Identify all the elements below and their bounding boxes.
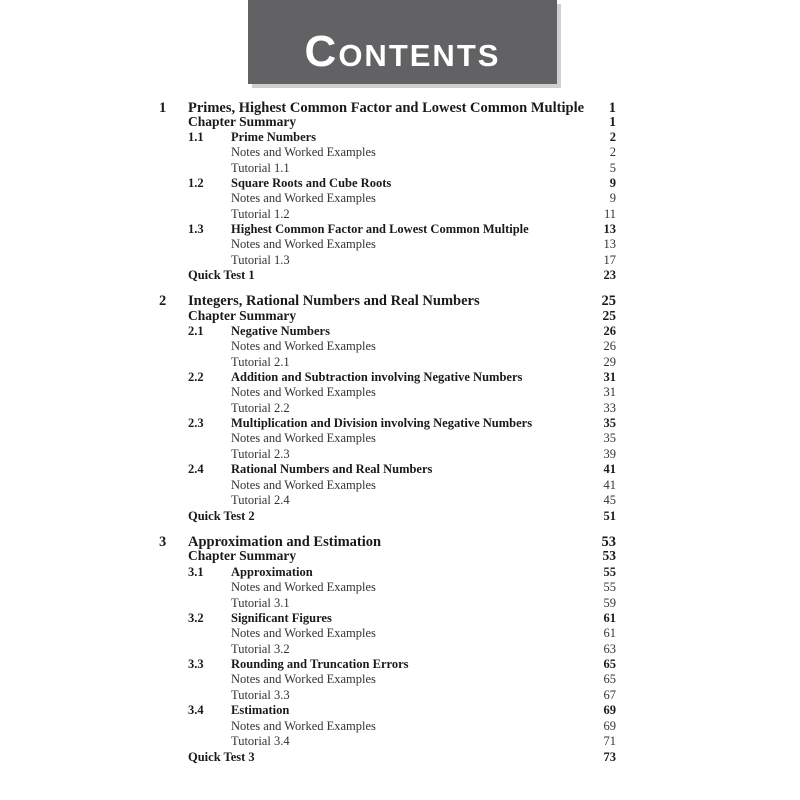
toc-page-number: 1 (608, 100, 616, 116)
toc-page-number: 31 (603, 385, 616, 399)
toc-section-row (0, 369, 800, 385)
toc-section-title: Approximation (231, 565, 313, 579)
toc-page-number: 53 (602, 548, 616, 563)
toc-page-number: 9 (609, 176, 616, 190)
toc-chapter-title: Approximation and Estimation (188, 534, 382, 550)
toc-page-number: 73 (603, 750, 616, 764)
toc-sub-row (0, 477, 800, 493)
toc-page-number: 13 (603, 222, 616, 236)
toc-section-row (0, 656, 800, 672)
toc-page-number: 33 (603, 401, 616, 415)
toc-section-title: Estimation (231, 703, 290, 717)
toc-chapter-title: Primes, Highest Common Factor and Lowest Common Multiple (188, 100, 585, 116)
toc-chapter-number: 3 (159, 534, 167, 550)
toc-section-title: Rational Numbers and Real Numbers (231, 462, 433, 476)
toc-sub-row (0, 579, 800, 595)
toc-sub-row (0, 236, 800, 252)
toc-page-number: 61 (603, 611, 616, 625)
toc-summary-row (0, 114, 800, 130)
toc-section-number: 1.1 (188, 130, 204, 144)
toc-sub-title: Notes and Worked Examples (231, 431, 376, 445)
toc-page-number: 65 (603, 672, 616, 686)
toc-section-number: 3.4 (188, 703, 204, 717)
toc-page-number: 26 (603, 339, 616, 353)
toc-section-number: 2.1 (188, 324, 204, 338)
toc-sub-row (0, 190, 800, 206)
toc-sub-row (0, 252, 800, 268)
toc-summary-title: Chapter Summary (188, 308, 297, 323)
toc-sub-title: Notes and Worked Examples (231, 237, 376, 251)
toc-chapter-number: 1 (159, 100, 167, 116)
toc-sub-row (0, 384, 800, 400)
toc-section-number: 2.4 (188, 462, 204, 476)
toc-page-number: 13 (603, 237, 616, 251)
toc-section-number: 1.2 (188, 176, 204, 190)
toc-section-number: 2.2 (188, 370, 204, 384)
toc-summary-row (0, 548, 800, 564)
toc-page-number: 23 (603, 268, 616, 282)
toc-sub-title: Notes and Worked Examples (231, 580, 376, 594)
toc-page-number: 5 (609, 161, 616, 175)
toc-section-row (0, 702, 800, 718)
toc-section-row (0, 221, 800, 237)
toc-section-row (0, 415, 800, 431)
toc-page-number: 55 (603, 565, 616, 579)
toc-sub-title: Tutorial 2.4 (231, 493, 290, 507)
toc-sub-title: Tutorial 2.3 (231, 447, 290, 461)
toc-quick-row (0, 267, 800, 283)
toc-section-row (0, 461, 800, 477)
toc-quick-row (0, 508, 800, 524)
toc-sub-row (0, 671, 800, 687)
toc-quick-row (0, 749, 800, 765)
toc-sub-title: Tutorial 3.2 (231, 642, 290, 656)
toc-page-number: 1 (609, 114, 616, 129)
toc-page-number: 11 (603, 207, 616, 221)
toc-section-title: Highest Common Factor and Lowest Common Multiple (231, 222, 529, 236)
toc-section-number: 3.3 (188, 657, 204, 671)
toc-sub-title: Tutorial 2.1 (231, 355, 290, 369)
toc-sub-row (0, 687, 800, 703)
toc-page-number: 69 (603, 719, 616, 733)
toc-section-title: Prime Numbers (231, 130, 317, 144)
toc-sub-title: Tutorial 3.3 (231, 688, 290, 702)
toc-section-title: Negative Numbers (231, 324, 330, 338)
page-title: Contents (304, 27, 501, 76)
toc-page-number: 35 (603, 431, 616, 445)
toc-section-title: Square Roots and Cube Roots (231, 176, 392, 190)
toc-sub-title: Tutorial 3.1 (231, 596, 290, 610)
toc-summary-title: Chapter Summary (188, 548, 297, 563)
toc-section-title: Rounding and Truncation Errors (231, 657, 409, 671)
toc-page-number: 41 (603, 478, 616, 492)
toc-page-number: 53 (601, 534, 616, 550)
toc-sub-title: Tutorial 1.1 (231, 161, 290, 175)
toc-sub-title: Notes and Worked Examples (231, 672, 376, 686)
toc-sub-title: Notes and Worked Examples (231, 719, 376, 733)
toc-page-number: 25 (601, 293, 616, 309)
toc-sub-row (0, 733, 800, 749)
toc-sub-row (0, 718, 800, 734)
toc-page-number: 31 (603, 370, 616, 384)
toc-sub-row (0, 338, 800, 354)
toc-section-row (0, 129, 800, 145)
toc-sub-row (0, 625, 800, 641)
toc-sub-title: Notes and Worked Examples (231, 626, 376, 640)
toc-summary-title: Chapter Summary (188, 114, 297, 129)
toc-page-number: 59 (603, 596, 616, 610)
toc-sub-row (0, 446, 800, 462)
toc-sub-title: Tutorial 2.2 (231, 401, 290, 415)
toc-section-row (0, 564, 800, 580)
toc-section-row (0, 323, 800, 339)
toc-page-number: 71 (603, 734, 616, 748)
toc-sub-row (0, 400, 800, 416)
toc-page-number: 29 (603, 355, 616, 369)
toc-sub-title: Tutorial 3.4 (231, 734, 290, 748)
toc-chapter-title: Integers, Rational Numbers and Real Numbers (188, 293, 480, 309)
toc-quick-title: Quick Test 3 (188, 750, 255, 764)
toc-quick-title: Quick Test 1 (188, 268, 255, 282)
toc-sub-row (0, 641, 800, 657)
toc-sub-title: Tutorial 1.3 (231, 253, 290, 267)
toc-sub-row (0, 595, 800, 611)
toc-page-number: 17 (603, 253, 616, 267)
toc-summary-row (0, 308, 800, 324)
toc-section-number: 1.3 (188, 222, 204, 236)
toc-sub-title: Notes and Worked Examples (231, 385, 376, 399)
toc-page-number: 39 (603, 447, 616, 461)
toc-page-number: 63 (603, 642, 616, 656)
toc-sub-row (0, 160, 800, 176)
toc-sub-row (0, 206, 800, 222)
toc-page-number: 69 (603, 703, 616, 717)
toc-page-number: 9 (609, 191, 616, 205)
toc-page-number: 55 (603, 580, 616, 594)
toc-sub-title: Notes and Worked Examples (231, 191, 376, 205)
toc-page-number: 51 (603, 509, 616, 523)
toc-quick-title: Quick Test 2 (188, 509, 255, 523)
toc-page-number: 2 (609, 145, 616, 159)
toc-page-number: 45 (603, 493, 616, 507)
toc-page-number: 35 (603, 416, 616, 430)
toc-sub-row (0, 354, 800, 370)
toc-section-number: 3.2 (188, 611, 204, 625)
toc-page-number: 2 (609, 130, 616, 144)
toc-sub-title: Notes and Worked Examples (231, 339, 376, 353)
toc-section-number: 3.1 (188, 565, 204, 579)
toc-sub-title: Tutorial 1.2 (231, 207, 290, 221)
toc-section-title: Multiplication and Division involving Negative Numbers (231, 416, 533, 430)
toc-sub-row (0, 430, 800, 446)
toc-page-number: 67 (603, 688, 616, 702)
toc-section-row (0, 175, 800, 191)
toc-sub-title: Notes and Worked Examples (231, 145, 376, 159)
toc-sub-row (0, 492, 800, 508)
toc-section-title: Significant Figures (231, 611, 332, 625)
toc-page-number: 26 (603, 324, 616, 338)
toc-chapter-number: 2 (159, 293, 167, 309)
toc-page-number: 25 (602, 308, 616, 323)
toc-sub-row (0, 144, 800, 160)
toc-section-row (0, 610, 800, 626)
toc-section-title: Addition and Subtraction involving Negative Numbers (231, 370, 523, 384)
toc-section-number: 2.3 (188, 416, 204, 430)
toc-sub-title: Notes and Worked Examples (231, 478, 376, 492)
toc-page-number: 41 (603, 462, 616, 476)
toc-page-number: 61 (603, 626, 616, 640)
toc-page-number: 65 (603, 657, 616, 671)
